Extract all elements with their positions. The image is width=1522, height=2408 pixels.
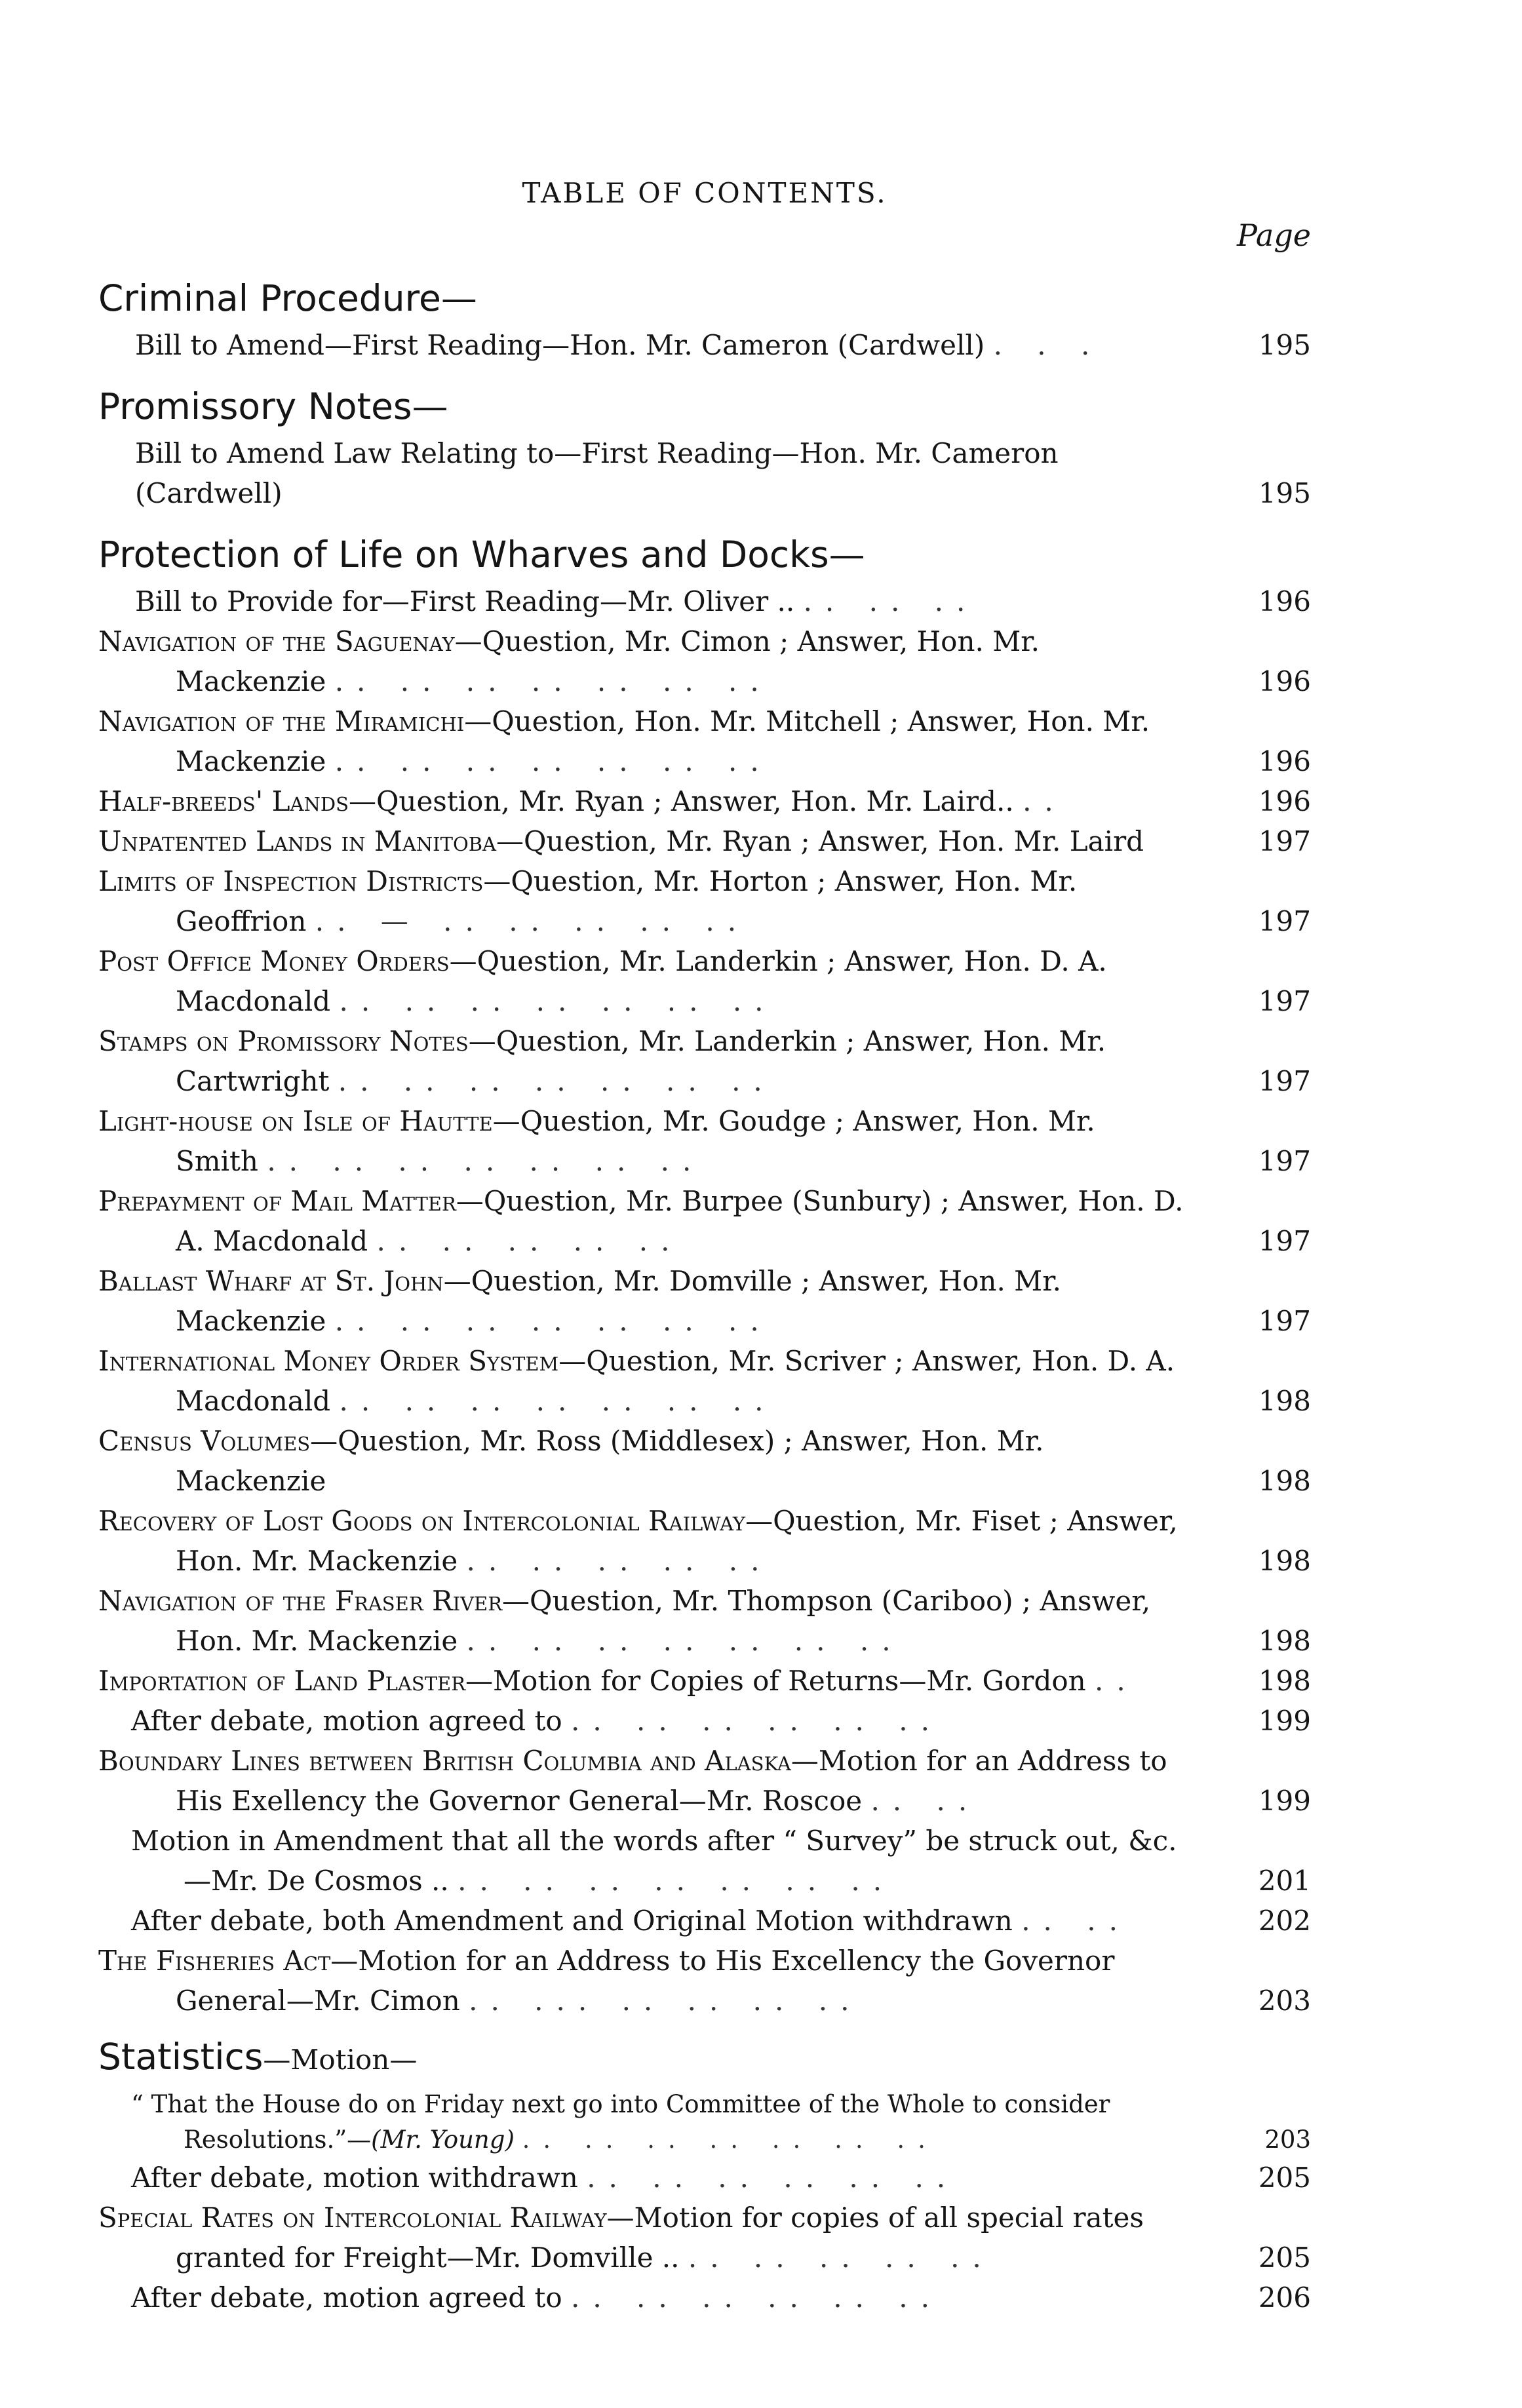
toc-entry[interactable] [98,2158,1311,2198]
statistics-list [98,2158,1311,2318]
entry-topic: Half-breeds' Lands [98,785,349,817]
section-heading: Protection of Life on Wharves and Docks— [98,534,865,575]
entry-page-number: 197 [1258,905,1311,937]
entry-page-number: 196 [1258,785,1311,817]
entry-text: —Question, Mr. Domville ; Answer, Hon. Mr. Mackenzie [176,1265,1062,1337]
entry-topic: Unpatented Lands in Manitoba [98,825,496,857]
entry-text: —Question, Mr. Landerkin ; Answer, Hon. Mr. Cartwright [176,1025,1106,1097]
entry-leaders: .. .. .. .. .. .. .. [334,745,772,777]
entry-text: After debate, motion withdrawn [131,2162,578,2194]
toc-entry[interactable] [98,701,1311,781]
entry-leaders: .. .. .. [803,585,979,617]
entry-page-number: 206 [1258,2282,1311,2314]
entry-leaders: .. ... .. .. .. .. [469,1985,863,2017]
entry-text: —Question, Mr. Ryan ; Answer, Hon. Mr. Laird [496,825,1144,857]
questions-list [98,621,1311,1701]
entry-text: —Motion for an Address to His Excellency the Governor General—Mr. Cimon [176,1945,1115,2017]
quote-author: (Mr. Young) [371,2126,515,2154]
entry-topic: Light-house on Isle of Hautte [98,1105,493,1137]
entry-text: —Motion for Copies of Returns—Mr. Gordon [465,1665,1086,1697]
entry-topic: The Fisheries Act [98,1945,331,1977]
entry-leaders: .. .. .. .. .. .. .. [466,1625,904,1657]
section-heading-statistics [98,2030,1311,2087]
toc-entry[interactable] [98,433,1311,513]
toc-entry[interactable] [98,1021,1311,1101]
entry-topic: Navigation of the Saguenay [98,625,455,657]
toc-entry[interactable] [98,2087,1311,2158]
toc-entry[interactable] [98,1181,1311,1261]
entry-topic: Navigation of the Miramichi [98,705,465,737]
entry-page-number: 197 [1258,985,1311,1017]
entry-page-number: 205 [1258,2162,1311,2194]
entry-page-number: 203 [1264,2126,1311,2154]
entry-page-number: 197 [1258,1305,1311,1337]
toc-entry[interactable] [98,621,1311,701]
entry-topic: International Money Order System [98,1345,559,1377]
entry-topic: Ballast Wharf at St. John [98,1265,444,1297]
entry-text: —Question, Mr. Fiset ; Answer, Hon. Mr. Mackenzie [176,1505,1178,1577]
section-heading: Promissory Notes— [98,385,448,427]
entry-page-number: 198 [1258,1665,1311,1697]
entry-text: Motion in Amendment that all the words after “ Survey” be struck out, &c.—Mr. De Cosmos .. [131,1825,1177,1897]
toc-entry[interactable] [98,1901,1311,1941]
entry-page-number: 196 [1258,745,1311,777]
entry-leaders: .. .. [1021,1905,1131,1937]
entry-page-number: 195 [1258,477,1311,509]
entry-page-number: 197 [1258,1225,1311,1257]
entry-text: After debate, motion agreed to [131,1705,562,1737]
toc-page [98,177,1311,2318]
entry-leaders: .. [1095,1665,1139,1697]
entry-text: —Question, Mr. Burpee (Sunbury) ; Answer, Hon. D. A. Macdonald [176,1185,1184,1257]
entry-page-number: 199 [1258,1705,1311,1737]
entry-page-number: 201 [1258,1865,1311,1897]
entry-text: —Question, Mr. Landerkin ; Answer, Hon. D. A. Macdonald [176,945,1107,1017]
entry-text: —Question, Mr. Horton ; Answer, Hon. Mr. Geoffrion [176,865,1078,937]
entry-page-number: 198 [1258,1625,1311,1657]
toc-entry[interactable] [98,581,1311,621]
toc-entry[interactable] [98,1581,1311,1661]
entry-leaders: .. .. .. .. .. .. .. [338,1065,775,1097]
entry-page-number: 196 [1258,585,1311,617]
entry-text: —Question, Mr. Cimon ; Answer, Hon. Mr. Mackenzie [176,625,1040,697]
entry-page-number: 205 [1258,2242,1311,2274]
entry-leaders: .. .. .. .. .. .. [570,2282,943,2314]
entry-topic: Boundary Lines between British Columbia and Alaska [98,1745,791,1777]
toc-entry[interactable] [98,821,1311,861]
entry-page-number: 195 [1258,329,1311,361]
entry-topic: Limits of Inspection Districts [98,865,484,897]
toc-entry[interactable] [98,1741,1311,1821]
entry-text: Bill to Provide for—First Reading—Mr. Oliver .. [135,585,795,617]
section-heading: Criminal Procedure— [98,277,477,319]
entry-page-number: 203 [1258,1985,1311,2017]
toc-entry[interactable] [98,1421,1311,1501]
entry-topic: Prepayment of Mail Matter [98,1185,456,1217]
statistics-heading: Statistics [98,2036,263,2078]
entry-page-number: 198 [1258,1385,1311,1417]
statistics-heading-suffix: —Motion— [263,2044,418,2076]
quote-text: “ That the House do on Friday next go into Committee of the Whole to consider Resolutions.”— [131,2090,1110,2154]
entry-leaders: .. .. .. .. .. .. .. [334,1305,772,1337]
entry-text: —Motion for copies of all special rates granted for Freight—Mr. Domville .. [176,2202,1144,2274]
entry-leaders: .. .. .. .. .. .. .. [339,985,777,1017]
page-column-label: Page [1237,218,1311,253]
entry-leaders: .. .. .. .. .. [376,1225,683,1257]
entry-text: —Question, Mr. Scriver ; Answer, Hon. D. A. Macdonald [176,1345,1175,1417]
entry-page-number: 196 [1258,665,1311,697]
entry-text: —Question, Mr. Thompson (Cariboo) ; Answer, Hon. Mr. Mackenzie [176,1585,1151,1657]
entry-leaders: .. .. .. .. .. .. [570,1705,943,1737]
entry-page-number: 198 [1258,1465,1311,1497]
toc-entry[interactable] [98,1821,1311,1901]
entry-leaders: .. .. .. .. .. .. .. [334,665,772,697]
entry-topic: Importation of Land Plaster [98,1665,466,1697]
toc-entry[interactable] [98,781,1311,821]
entry-page-number: 197 [1258,1065,1311,1097]
page-title: TABLE OF CONTENTS. [522,177,888,209]
entry-leaders: . . . [993,329,1103,361]
toc-entry[interactable] [98,1261,1311,1341]
entry-topic: Census Volumes [98,1425,311,1457]
entry-topic: Post Office Money Orders [98,945,450,977]
entry-leaders: .. .. [870,1785,981,1817]
entry-leaders: .. [1023,785,1066,817]
entry-topic: Stamps on Promissory Notes [98,1025,469,1057]
toc-entry[interactable] [98,941,1311,1021]
toc-entry[interactable] [98,325,1311,365]
entry-text: After debate, both Amendment and Original Motion withdrawn [131,1905,1013,1937]
entry-topic: Special Rates on Intercolonial Railway [98,2202,607,2234]
toc-entry[interactable] [98,2198,1311,2278]
entry-leaders: .. — .. .. .. .. .. [315,905,750,937]
toc-entry[interactable] [98,1661,1311,1701]
entry-leaders: .. .. .. .. .. .. .. [458,1865,895,1897]
toc-entry[interactable] [98,2278,1311,2318]
entry-text: After debate, motion agreed to [131,2282,562,2314]
entry-text: Bill to Amend—First Reading—Hon. Mr. Cameron (Cardwell) [135,329,985,361]
entry-page-number: 199 [1258,1785,1311,1817]
entry-topic: Recovery of Lost Goods on Intercolonial Railway [98,1505,746,1537]
entry-page-number: 197 [1258,1145,1311,1177]
entry-leaders: .. .. .. .. .. .. .. [522,2126,939,2154]
toc-entry[interactable] [98,1101,1311,1181]
entry-leaders: .. .. .. .. .. .. [587,2162,959,2194]
entry-text: —Question, Mr. Ross (Middlesex) ; Answer, Hon. Mr. Mackenzie [176,1425,1044,1497]
motions-list [98,1701,1311,2021]
entry-text: —Question, Mr. Ryan ; Answer, Hon. Mr. Laird.. [348,785,1014,817]
entry-page-number: 198 [1258,1545,1311,1577]
entry-leaders: .. .. .. .. .. [466,1545,773,1577]
entry-leaders: .. .. .. .. .. .. .. [339,1385,777,1417]
entry-page-number: 197 [1258,825,1311,857]
toc-entry[interactable] [98,1501,1311,1581]
entry-text: —Question, Mr. Goudge ; Answer, Hon. Mr. Smith [176,1105,1095,1177]
entry-leaders: .. .. .. .. .. [688,2242,994,2274]
toc-entry[interactable] [98,1701,1311,1741]
entry-text: Bill to Amend Law Relating to—First Reading—Hon. Mr. Cameron (Cardwell) [135,437,1059,509]
toc-entry[interactable] [98,1341,1311,1421]
entry-leaders: .. .. .. .. .. .. .. [267,1145,705,1177]
entry-text: —Question, Hon. Mr. Mitchell ; Answer, Hon. Mr. Mackenzie [176,705,1150,777]
entry-topic: Navigation of the Fraser River [98,1585,503,1617]
entry-page-number: 202 [1258,1905,1311,1937]
entry-text: —Motion for an Address to His Exellency the Governor General—Mr. Roscoe [176,1745,1167,1817]
toc-entry[interactable] [98,861,1311,941]
toc-entry[interactable] [98,1941,1311,2021]
